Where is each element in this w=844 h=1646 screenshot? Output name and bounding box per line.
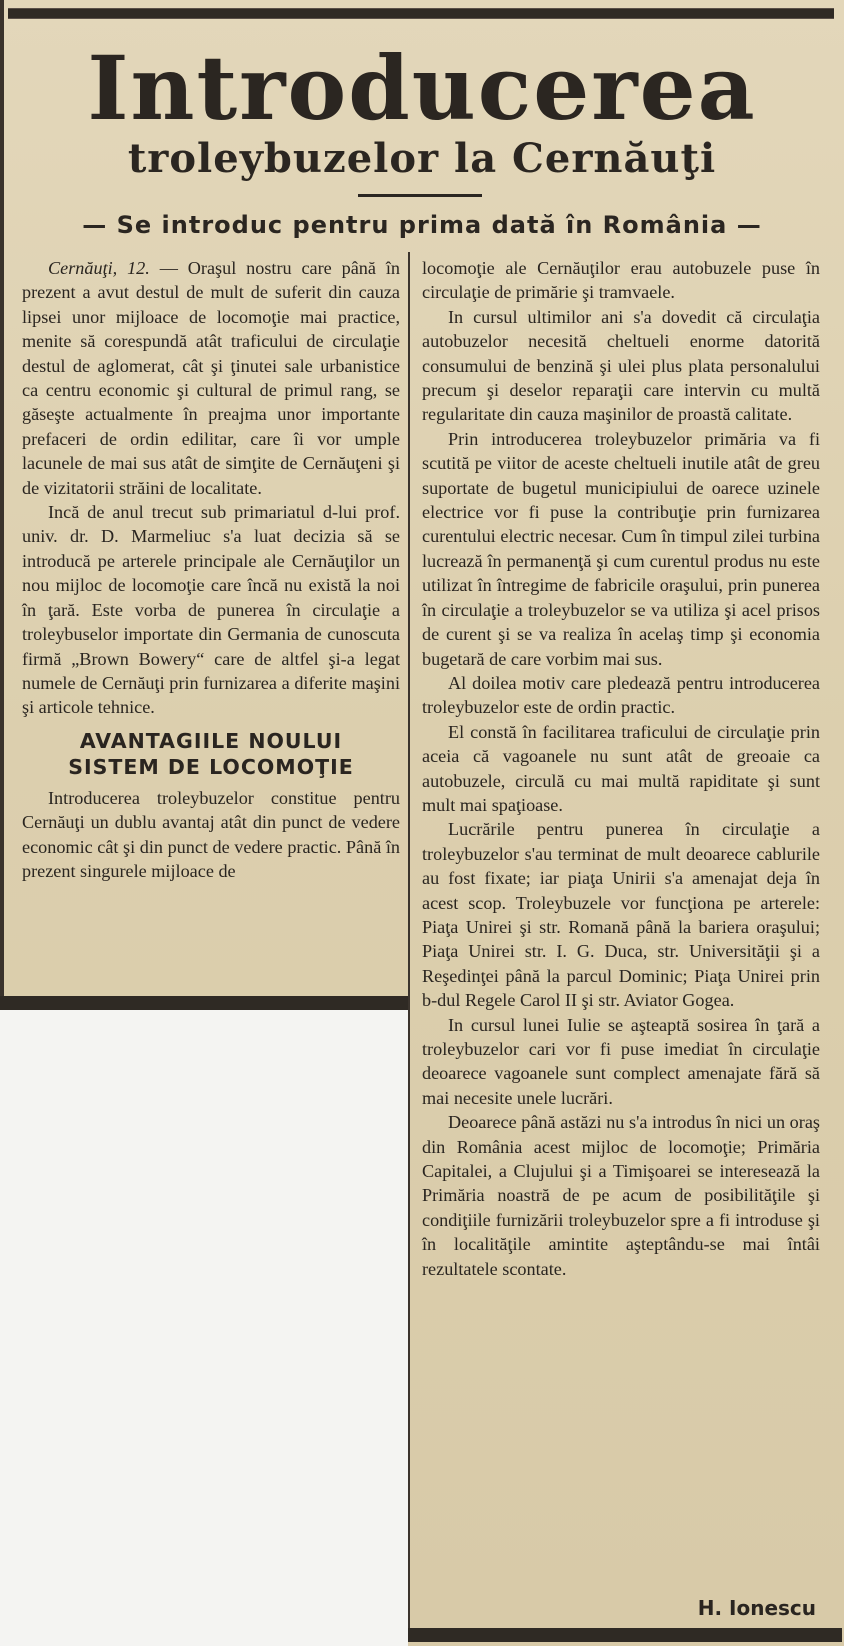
paragraph — [22, 256, 400, 500]
right-bottom-rule — [408, 1628, 842, 1642]
paragraph: Introducerea troleybuzelor constitue pentru Cernăuţi un dublu avantaj atât din punct de vedere economic cât şi din punct de vedere practic. Până în prezent singurele mijloace de — [22, 787, 400, 881]
section-heading — [22, 728, 400, 780]
section-heading-line: SISTEM DE LOCOMOŢIE — [68, 754, 354, 779]
paragraph: El constă în facilitarea traficului de circulaţie prin aceia că vagoanele nu sunt atât de greoaie ca autobuzele, circulă cu mai multă rapiditate şi sunt mult mai spaţioase. — [422, 721, 820, 815]
paragraph: In cursul lunei Iulie se aşteaptă sosirea în ţară a troleybuzelor cari vor fi puse imediat în circulaţie deoarece vagoanele sunt complect amenajate fără să mai necesite unele lucrări. — [422, 1014, 820, 1108]
column-divider — [408, 252, 410, 1640]
author-signature: H. Ionescu — [697, 1596, 816, 1620]
paragraph: Prin introducerea troleybuzelor primăria va fi scutită pe viitor de aceste cheltueli inutile atât de greu suportate de bugetul municipiului de oarece uzinele electrice vor fi puse la contribuţie prin furnizarea curentului electric necesar. Cum în timpul zilei turbina lucrează în permanenţă şi cum curentul produs nu este utilizat în întregime de fabricile oraşului, prin punerea în circulaţie a troleybuzelor se va utiliza şi acel prisos de curent şi se va realiza în acelaş timp şi economia bugetară de care vorbim mai sus. — [422, 428, 820, 669]
left-column — [22, 256, 400, 883]
blank-area — [0, 1010, 408, 1646]
paragraph: Al doilea motiv care pledează pentru introducerea troleybuzelor este de ordin practic. — [422, 672, 820, 718]
left-bottom-rule — [0, 996, 408, 1010]
paragraph: Incă de anul trecut sub primariatul d-lui prof. univ. dr. D. Marmeliuc s'a luat decizia să se introducă pe arterele principale ale Cernăuţilor un nou mijloc de locomoţie care încă nu există la noi în ţară. Este vorba de punerea în circulaţie a troleybuselor importate din Germania de cunoscuta firmă „Brown Bowery“ care de altfel şi-a legat numele de Cernăuţi prin furnizarea a diferite maşini şi articole tehnice. — [22, 502, 400, 718]
paragraph: locomoţie ale Cernăuţilor erau autobuzele puse în circulaţie de primărie şi tramvaele. — [422, 258, 820, 303]
top-rule — [8, 8, 834, 19]
tagline: — Se introduc pentru prima dată în România — — [82, 211, 762, 239]
headline: Introducerea — [87, 36, 757, 140]
paragraph: Lucrările pentru punerea în circulaţie a troleybuzelor s'au terminat de mult deoarece cablurile au fost fixate; iar piaţa Unirii s'a amenajat deja în acest scop. Troleybuzele vor funcţiona pe arterele: Piaţa Unirei şi str. Romană până la bariera oraşului; Piaţa Unirei str. I. G. Duca, str. Universităţii şi a Reşedinţei până la parcul Dominic; Piaţa Unirei prin b-dul Regele Carol II şi str. Aviator Gogea. — [422, 819, 820, 1011]
subheadline: troleybuzelor la Cernăuţi — [127, 135, 717, 182]
paragraph-text: — Oraşul nostru care până în prezent a avut destul de mult de suferit din cauza lipsei unor mijloace de locomoţie mai practice, menite să corespundă atât traficului de circulaţie destul de aglomerat, cât şi ţinutei sale urbanistice ca centru economic şi cultural de primul rang, se găseşte actualmente în preajma unor importante prefaceri de ordin edilitar, care îi vor umple lacunele de mai sus atât de simţite de Cernăuţeni şi de vizitatorii străini de localitate. — [22, 258, 400, 498]
paragraph: Deoarece până astăzi nu s'a introdus în nici un oraş din România acest mijloc de locomoţie; Primăria Capitalei, a Clujului şi a Timişoarei se interesează la Primăria noastră de pe acum de posibilităţile şi condiţiile furnizării troleybuzelor spre a fi introduse şi în localităţile amintite aşteptându-se mai întâi rezultatele scontate. — [422, 1112, 820, 1279]
right-column — [422, 256, 820, 1281]
dateline: Cernăuţi, 12. — [48, 258, 150, 278]
title-divider — [358, 194, 482, 197]
paragraph: In cursul ultimilor ani s'a dovedit că circulaţia autobuzelor necesită cheltueli enorme datorită consumului de benzină şi ulei plus plata personalului precum şi deselor reparaţii care intervin cu multă regularitate din cauza maşinilor de proastă calitate. — [422, 306, 820, 425]
section-heading-line: AVANTAGIILE NOULUI — [79, 728, 343, 753]
